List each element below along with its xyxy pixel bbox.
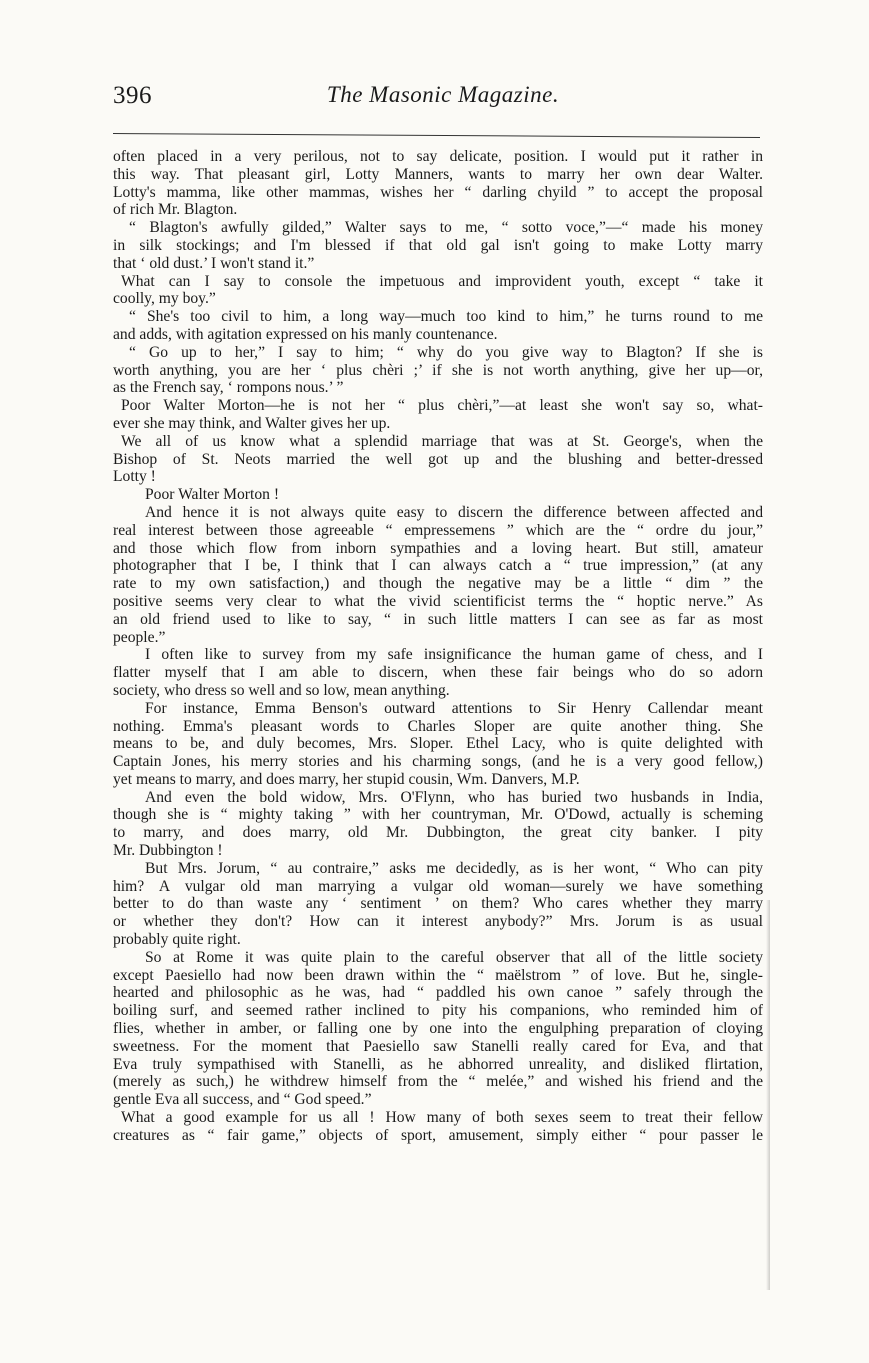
binding-shadow xyxy=(766,900,770,1290)
text-line: So at Rome it was quite plain to the careful observer that all of the little society xyxy=(145,948,763,966)
text-line: photographer that I be, I think that I can always catch a “ true impression,” (at any xyxy=(113,557,763,575)
text-line: as the French say, ‘ rompons nous.’ ” xyxy=(113,379,344,397)
text-line: Captain Jones, his merry stories and his charming songs, (and he is a very good fellow,) xyxy=(113,753,763,771)
text-line: boiling surf, and seemed rather inclined to pity his companions, who reminded him of xyxy=(113,1002,763,1020)
text-line: better to do than waste any ‘ sentiment ’ on them? Who cares whether they marry xyxy=(113,895,763,913)
text-line: him? A vulgar old man marrying a vulgar old woman—surely we have something xyxy=(113,877,763,895)
text-line: coolly, my boy.” xyxy=(113,290,216,308)
text-line: gentle Eva all success, and “ God speed.” xyxy=(113,1091,372,1109)
text-line: hearted and philosophic as he was, had “ paddled his own canoe ” safely through the xyxy=(113,984,763,1002)
header-rule xyxy=(113,133,760,138)
text-line: Eva truly sympathised with Stanelli, as he abhorred unreality, and disliked flirtation, xyxy=(113,1055,763,1073)
text-line: I often like to survey from my safe insignificance the human game of chess, and I xyxy=(145,646,763,664)
text-line: Mr. Dubbington ! xyxy=(113,842,223,860)
text-line: and those which flow from inborn sympathies and a loving heart. But still, amateur xyxy=(113,539,763,557)
text-line: often placed in a very perilous, not to say delicate, position. I would put it rather in xyxy=(113,148,763,165)
text-line: probably quite right. xyxy=(113,931,241,949)
text-line: creatures as “ fair game,” objects of sport, amusement, simply either “ pour passer le xyxy=(113,1126,763,1144)
text-line: people.” xyxy=(113,628,166,646)
text-line: Lotty's mamma, like other mammas, wishes her “ darling chyild ” to accept the proposal xyxy=(113,183,763,201)
text-line: Lotty ! xyxy=(113,468,156,486)
text-line: society, who dress so well and so low, mean anything. xyxy=(113,681,450,699)
text-line: worth anything, you are her ‘ plus chèri ;’ if she is not worth anything, give her up—or, xyxy=(113,361,763,379)
page-number: 396 xyxy=(113,82,152,109)
text-line: (merely as such,) he withdrew himself from the “ melée,” and wished his friend and the xyxy=(113,1073,763,1091)
text-line: yet means to marry, and does marry, her stupid cousin, Wm. Danvers, M.P. xyxy=(113,770,580,788)
text-line: Poor Walter Morton—he is not her “ plus chèri,”—at least she won't say so, what- xyxy=(121,397,763,415)
text-line: or whether they don't? How can it interest anybody?” Mrs. Jorum is as usual xyxy=(113,913,763,931)
text-line: this way. That pleasant girl, Lotty Manners, wants to marry her own dear Walter. xyxy=(113,165,763,183)
text-line: And even the bold widow, Mrs. O'Flynn, who has buried two husbands in India, xyxy=(145,788,763,806)
text-line: though she is “ mighty taking ” with her countryman, Mr. O'Dowd, actually is scheming xyxy=(113,806,763,824)
text-line: means to be, and duly becomes, Mrs. Sloper. Ethel Lacy, who is quite delighted with xyxy=(113,735,763,753)
text-line: “ Go up to her,” I say to him; “ why do you give way to Blagton? If she is xyxy=(129,343,763,361)
article-body xyxy=(113,148,763,1145)
text-line: But Mrs. Jorum, “ au contraire,” asks me decidedly, as is her wont, “ Who can pity xyxy=(145,859,763,877)
text-line: We all of us know what a splendid marriage that was at St. George's, when the xyxy=(121,432,763,450)
text-line: in silk stockings; and I'm blessed if that old gal isn't going to make Lotty marry xyxy=(113,236,763,254)
text-line: real interest between those agreeable “ empressemens ” which are the “ ordre du jour,” xyxy=(113,521,763,539)
text-line: “ Blagton's awfully gilded,” Walter says to me, “ sotto voce,”—“ made his money xyxy=(129,219,763,237)
text-line: ever she may think, and Walter gives her up. xyxy=(113,414,391,432)
text-line: positive seems very clear to what the vivid scientificist terms the “ hoptic nerve.” As xyxy=(113,592,763,610)
text-line: sweetness. For the moment that Paesiello saw Stanelli really cared for Eva, and that xyxy=(113,1037,763,1055)
text-line: Poor Walter Morton ! xyxy=(145,486,280,504)
text-line: except Paesiello had now been drawn within the “ maëlstrom ” of love. But he, single- xyxy=(113,966,763,984)
text-line: Bishop of St. Neots married the well got up and the blushing and better-dressed xyxy=(113,450,763,468)
text-line: rate to my own satisfaction,) and though the negative may be a little “ dim ” the xyxy=(113,575,763,593)
text-line: an old friend used to like to say, “ in such little matters I can see as far as most xyxy=(113,610,763,628)
text-line: nothing. Emma's pleasant words to Charles Sloper are quite another thing. She xyxy=(113,717,763,735)
text-line: What a good example for us all ! How many of both sexes seem to treat their fellow xyxy=(121,1109,763,1127)
text-line: “ She's too civil to him, a long way—much too kind to him,” he turns round to me xyxy=(129,308,763,326)
text-line: For instance, Emma Benson's outward attentions to Sir Henry Callendar meant xyxy=(145,699,763,717)
text-line: flatter myself that I am able to discern, when these fair beings who do so adorn xyxy=(113,664,763,682)
text-line: And hence it is not always quite easy to discern the difference between affected and xyxy=(145,503,763,521)
text-line: and adds, with agitation expressed on his manly countenance. xyxy=(113,325,498,343)
page-header xyxy=(113,82,773,114)
text-line: of rich Mr. Blagton. xyxy=(113,201,238,219)
running-title: The Masonic Magazine. xyxy=(326,82,560,107)
text-line: What can I say to console the impetuous and improvident youth, except “ take it xyxy=(121,272,763,290)
text-line: that ‘ old dust.’ I won't stand it.” xyxy=(113,254,315,272)
text-line: flies, whether in amber, or falling one by one into the engulphing preparation of cloying xyxy=(113,1020,763,1038)
text-line: to marry, and does marry, old Mr. Dubbington, the great city banker. I pity xyxy=(113,824,763,842)
